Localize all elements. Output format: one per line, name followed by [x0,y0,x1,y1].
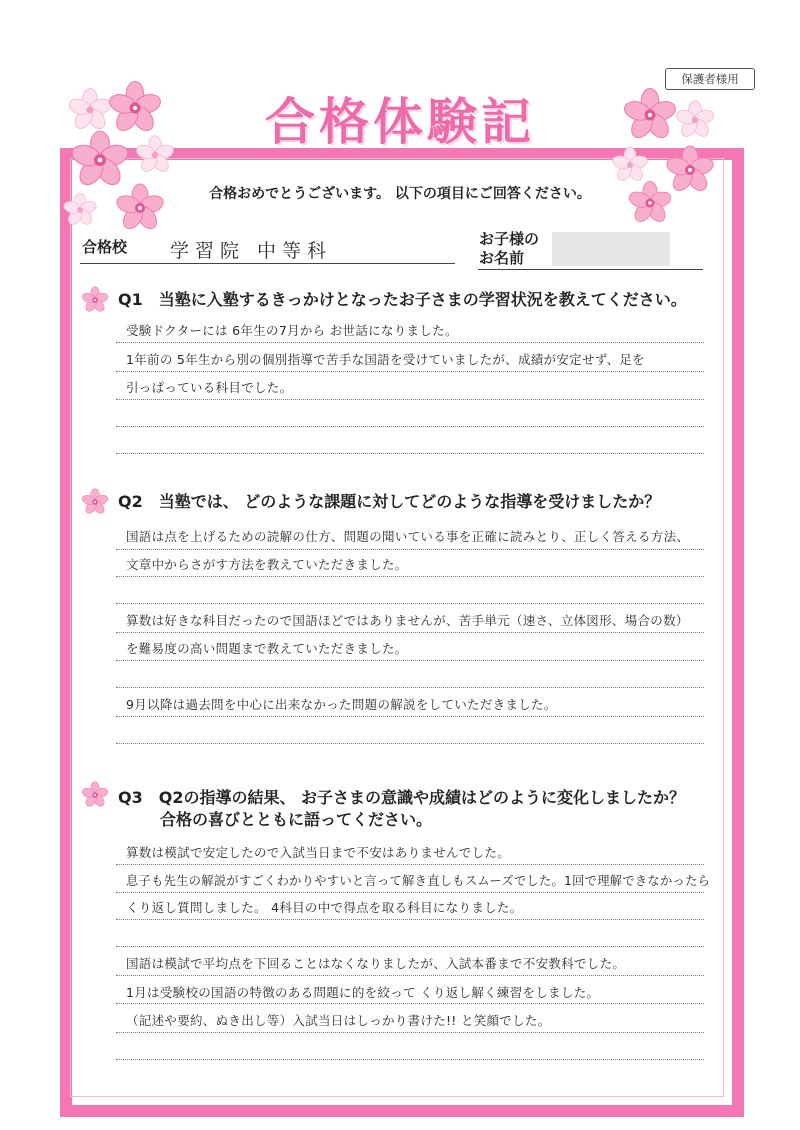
school-underline [80,263,455,264]
child-name-label-line1: お子様の [479,230,540,248]
child-name-label-line2: お名前 [479,249,525,267]
q1-heading: Q1 当塾に入塾するきっかけとなったお子さまの学習状況を教えてください。 [118,290,687,309]
name-underline [478,269,703,270]
answer-rule [116,603,704,604]
answer-rule [116,576,704,577]
q3-answer-line: くり返し質問しました。 4科目の中で得点を取る科目になりました。 [126,900,523,915]
q2-heading: Q2 当塾では、 どのような課題に対してどのような指導を受けましたか？ [118,492,661,511]
page-title: 合格体験記 [265,92,535,151]
answer-rule [116,687,704,688]
answer-rule [116,426,704,427]
q3-blossom-icon [80,780,110,810]
q1-answer-line: 引っぱっている科目でした。 [126,380,293,395]
q3-answer-line: 算数は模試で安定したので入試当日まで不安はありませんでした。 [126,845,511,860]
q2-answer-line: 国語は点を上げるための読解の仕方、問題の聞いている事を正確に読みとり、正しく答える方法、 [126,529,690,544]
answer-rule [116,946,704,947]
answer-rule [116,716,704,717]
q2-answer-line: 9月以降は過去問を中心に出来なかった問題の解説をしていただきました。 [126,697,557,712]
answer-rule [116,1003,704,1004]
answer-rule [116,342,704,343]
answer-rule [116,864,704,865]
answer-rule [116,660,704,661]
q3-heading-line2: 合格の喜びとともに語ってください。 [160,810,433,829]
answer-rule [116,453,704,454]
q2-answer-line: 算数は好きな科目だったので国語ほどではありませんが、苦手単元（速さ、立体図形、場合の数） [126,613,689,628]
q3-answer-line: 国語は模試で平均点を下回ることはなくなりましたが、入試本番まで不安教科でした。 [126,956,626,971]
school-value: 学習院 中等科 [170,240,333,262]
q3-heading-line1: Q3 Q2の指導の結果、 お子さまの意識や成績はどのように変化しましたか？ [118,788,686,807]
answer-rule [116,632,704,633]
answer-rule [116,919,704,920]
q2-blossom-icon [80,487,110,517]
answer-rule [116,743,704,744]
q1-answer-line: 受験ドクターには 6年生の7月から お世話になりました。 [126,323,458,338]
q3-answer-line: 息子も先生の解説がすごくわかりやすいと言って解き直しもスムーズでした。1回で理解できなかったら [126,874,711,888]
answer-rule [116,371,704,372]
q1-blossom-icon [80,285,110,315]
q3-answer-line: 1月は受験校の国語の特徴のある問題に的を絞って くり返し解く練習をしました。 [126,985,600,1000]
q2-answer-line: を難易度の高い問題まで教えていただきました。 [126,641,408,656]
answer-rule [116,1059,704,1060]
congrats-message: 合格おめでとうございます。 以下の項目にご回答ください。 [209,186,591,202]
q2-answer-line: 文章中からさがす方法を教えていただきました。 [126,557,408,572]
q1-answer-line: 1年前の 5年生から別の個別指導で苦手な国語を受けていましたが、成績が安定せず、足を [126,352,645,367]
q3-answer-line: （記述や要約、ぬき出し等）入試当日はしっかり書けた!! と笑顔でした。 [126,1013,551,1028]
answer-rule [116,549,704,550]
redacted-name [552,232,670,266]
parent-use-badge: 保護者様用 [665,68,755,90]
answer-rule [116,399,704,400]
school-label: 合格校 [82,238,128,256]
answer-rule [116,1032,704,1033]
answer-rule [116,975,704,976]
answer-rule [116,892,704,893]
